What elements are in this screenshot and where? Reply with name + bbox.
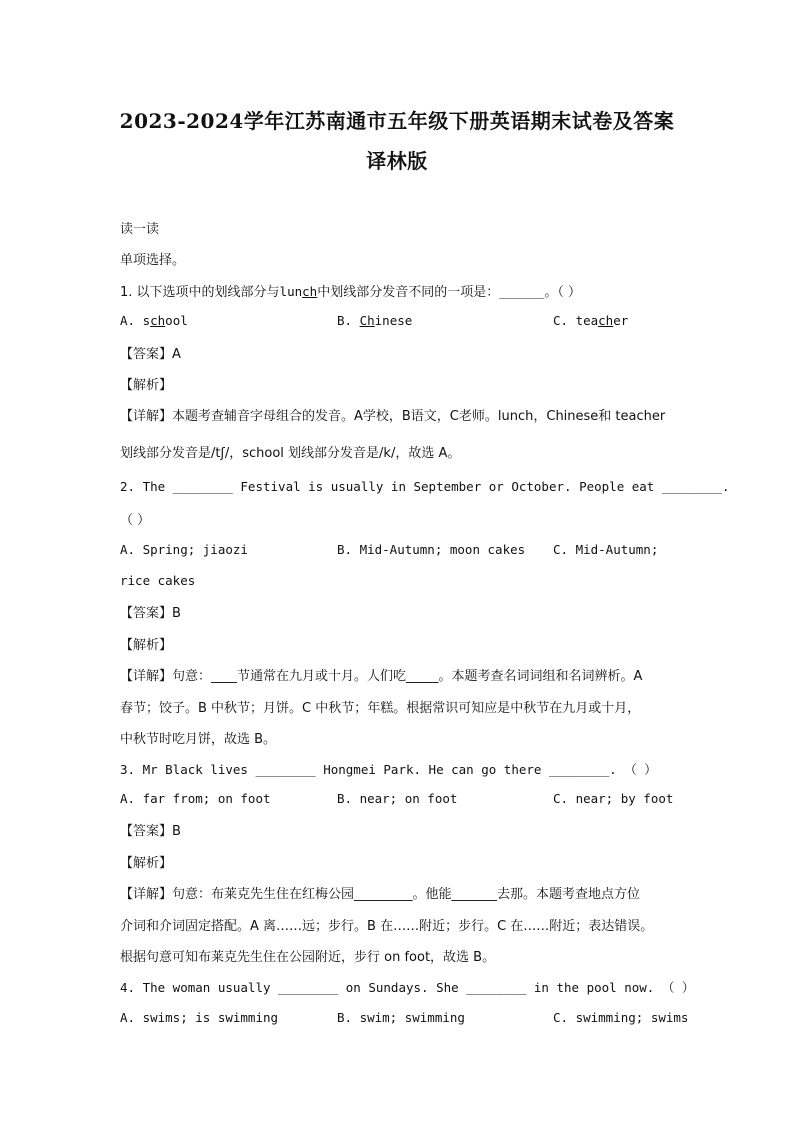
question-4-option-b: B. swim; swimming: [337, 1010, 465, 1025]
question-2-option-c: C. Mid-Autumn;: [553, 542, 659, 557]
question-2-detail-cont: 春节；饺子。B 中秋节；月饼。C 中秋节；年糕。根据常识可知应是中秋节在九月或十月，: [120, 701, 641, 716]
question-2-detail-end: 中秋节时吃月饼，故选 B。: [120, 732, 277, 747]
question-2-option-b: B. Mid-Autumn; moon cakes: [337, 542, 526, 557]
question-1-answer: 【答案】A: [120, 347, 181, 362]
question-3-detail-end: 根据句意可知布莱克先生住在公园附近，步行 on foot，故选 B。: [120, 950, 496, 965]
question-1-analysis-label: 【解析】: [120, 378, 173, 393]
section-heading: 读一读: [120, 222, 160, 237]
question-3-answer: 【答案】B: [120, 824, 181, 839]
question-2-bracket: （ ）: [120, 513, 151, 528]
question-2-detail: 【详解】句意：____节通常在九月或十月。人们吃_____。本题考查名词词组和名词辨析。A: [120, 669, 643, 684]
question-2-answer: 【答案】B: [120, 606, 181, 621]
question-1-option-b: B. Chinese: [337, 313, 413, 328]
question-3-stem: 3. Mr Black lives ________ Hongmei Park. He can go there ________. （ ）: [120, 762, 657, 777]
page-subtitle: 译林版: [366, 149, 428, 173]
question-1-detail: 【详解】本题考查辅音字母组合的发音。A学校，B语文，C老师。lunch，Chinese和 teacher: [120, 409, 666, 424]
question-2-analysis-label: 【解析】: [120, 638, 173, 653]
question-2-option-c-cont: rice cakes: [120, 573, 196, 588]
question-1-option-c: C. teacher: [553, 313, 629, 328]
page-title: 2023-2024学年江苏南通市五年级下册英语期末试卷及答案: [119, 109, 675, 133]
question-1-stem: 1. 以下选项中的划线部分与lunch中划线部分发音不同的一项是：______。（ ）: [120, 284, 581, 300]
question-2-stem: 2. The ________ Festival is usually in September or October. People eat ________.: [120, 479, 730, 494]
subsection-heading: 单项选择。: [120, 253, 186, 268]
question-4-option-a: A. swims; is swimming: [120, 1010, 279, 1025]
question-1-detail-cont: 划线部分发音是/tʃ/，school 划线部分发音是/k/，故选 A。: [120, 446, 461, 461]
question-4-option-c: C. swimming; swims: [553, 1010, 689, 1025]
question-3-option-b: B. near; on foot: [337, 791, 458, 806]
question-2-option-a: A. Spring; jiaozi: [120, 542, 248, 557]
question-3-detail: 【详解】句意：布莱克先生住在红梅公园_________。他能_______去那。本题考查地点方位: [120, 887, 641, 902]
question-3-analysis-label: 【解析】: [120, 856, 173, 871]
question-3-option-c: C. near; by foot: [553, 791, 674, 806]
question-3-option-a: A. far from; on foot: [120, 791, 271, 806]
question-4-stem: 4. The woman usually ________ on Sundays. She ________ in the pool now. （ ）: [120, 980, 695, 995]
question-3-detail-cont: 介词和介词固定搭配。A 离……远；步行。B 在……附近；步行。C 在……附近；表达错误。: [120, 919, 654, 934]
question-1-option-a: A. school: [120, 313, 188, 328]
